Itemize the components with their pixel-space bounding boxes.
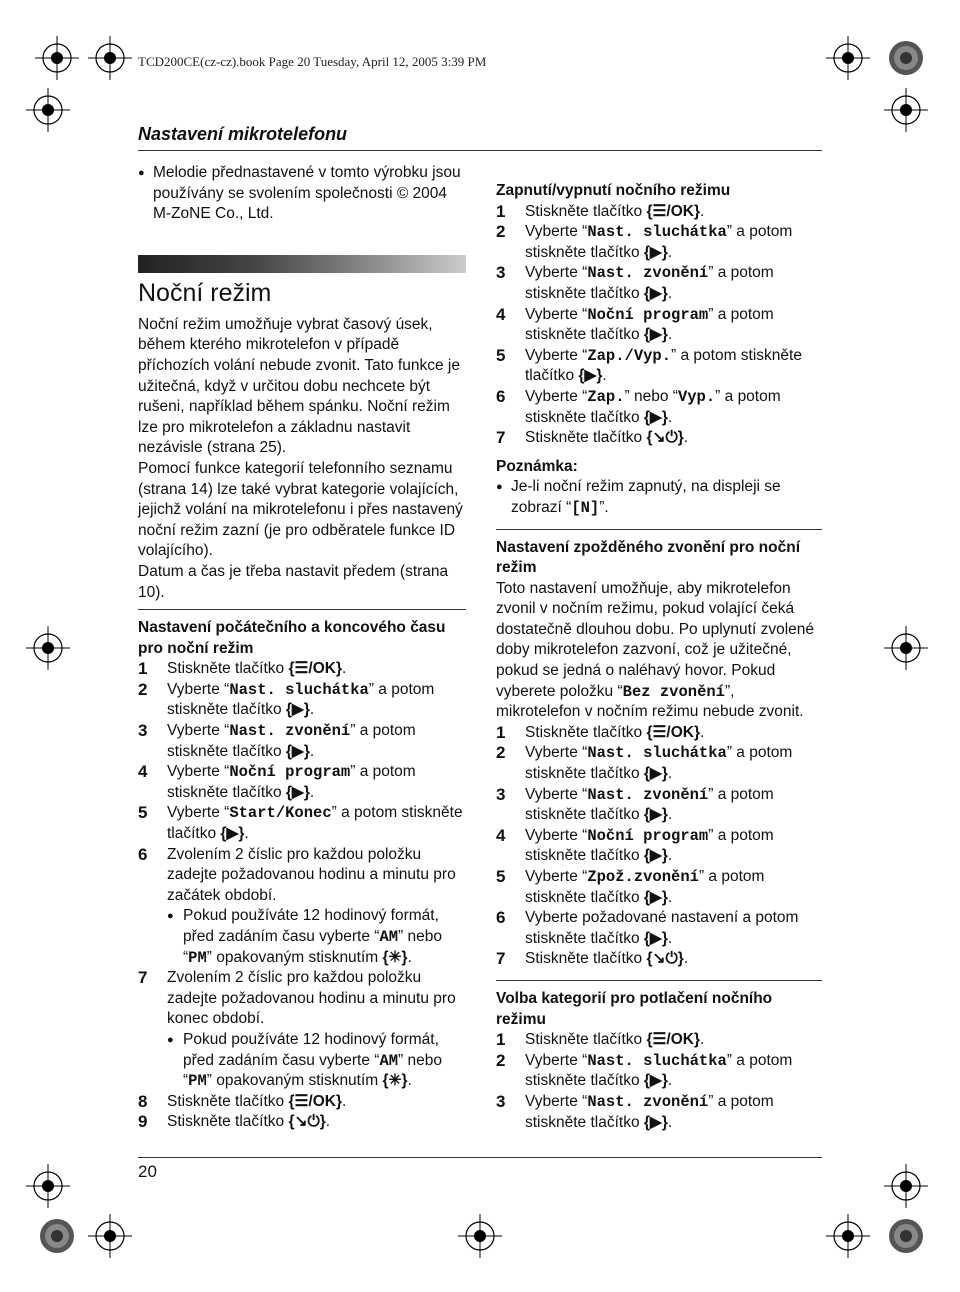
print-header: TCD200CE(cz-cz).book Page 20 Tuesday, April 12, 2005 3:39 PM [138,54,487,69]
step: 8 Stiskněte tlačítko {☰/OK}. [138,1091,347,1111]
right-key: {▶} [643,243,668,261]
step: 7 Stiskněte tlačítko {↘⏻}. [496,428,689,448]
step: 4 Vyberte “Noční program” a potom stiskněte tlačítko {▶}. [496,825,774,865]
chapter-title: Noční režim [138,278,272,307]
registration-mark-icon [88,36,132,80]
step: 3 Vyberte “Nast. zvonění” a potom stiskněte tlačítko {▶}. [496,263,774,302]
right-key: {▶} [285,701,310,719]
right-key: {▶} [578,367,603,385]
step: 4 Vyberte “Noční program” a potom stiskněte tlačítko {▶}. [138,762,416,801]
note-label: Poznámka: [496,457,578,475]
registration-mark-icon [826,36,870,80]
divider [496,529,822,530]
paragraph: Noční režim umožňuje vybrat časový úsek, během kterého mikrotelefon v případě příchozích volání nebude zvonit. Tato funkce je užitečná, když v určitou dobu nechcete být rušeni, například během spánku. Noční režim lze pro mikrotelefon a základnu nastavit nezávisle (strana 25). [138,315,460,457]
step: 1 Stiskněte tlačítko {☰/OK}. [496,1030,705,1050]
note-bullet: ● Je-li noční režim zapnutý, na displeji se zobrazí “[N]”. [496,477,822,518]
right-key: {▶} [643,326,668,344]
paragraph: Toto nastavení umožňuje, aby mikrotelefon zvonil v nočním režimu, pokud volající čeká dostatečně dlouhou dobu. Po uplynutí zvolené doby mikrotelefon zazvoní, což je užitečné, pokud se jedná o naléhavý hovor. Pokud vyberete položku “Bez zvonění”, mikrotelefon v nočním režimu nebude zvonit. [496,579,814,721]
step: 4 Vyberte “Noční program” a potom stiskněte tlačítko {▶}. [496,304,774,344]
step-bullet: ● Pokud používáte 12 hodinový formát, před zadáním času vyberte “AM” nebo “PM” opakovaným stisknutím {✳}. [138,1030,466,1092]
star-key: {✳} [382,948,408,966]
right-key: {▶} [643,929,668,947]
star-key: {✳} [382,1072,408,1090]
ok-key: {☰/OK} [288,1092,343,1110]
step: 6 Vyberte požadované nastavení a potom stiskněte tlačítko {▶}. [496,908,799,947]
step: 2 Vyberte “Nast. sluchátka” a potom stiskněte tlačítko {▶}. [496,1050,793,1090]
step: 5 Vyberte “Start/Konec” a potom stiskněte tlačítko {▶}. [138,803,463,843]
step: 2 Vyberte “Nast. sluchátka” a potom stiskněte tlačítko {▶}. [496,743,793,783]
title-bar [138,255,466,273]
step: 1 Stiskněte tlačítko {☰/OK}. [496,722,705,742]
ok-key: {☰/OK} [646,723,701,741]
divider [496,980,822,981]
step: 2 Vyberte “Nast. sluchátka” a potom stiskněte tlačítko {▶}. [138,679,435,719]
step-bullet: ● Pokud používáte 12 hodinový formát, před zadáním času vyberte “AM” nebo “PM” opakovaným stisknutím {✳}. [138,906,466,968]
right-key: {▶} [643,284,668,302]
step: 7 Stiskněte tlačítko {↘⏻}. [496,949,689,969]
step: 1 Stiskněte tlačítko {☰/OK}. [138,659,347,679]
registration-mark-icon [458,1214,502,1258]
left-column [138,163,466,1133]
color-target-icon [35,1214,79,1258]
title-rule [138,150,822,151]
right-key: {▶} [643,806,668,824]
registration-mark-icon [88,1214,132,1258]
right-column [496,173,822,1133]
color-target-icon [884,36,928,80]
right-key: {▶} [643,408,668,426]
registration-mark-icon [35,36,79,80]
off-key: {↘⏻} [646,950,684,968]
off-key: {↘⏻} [646,429,684,447]
intro-bullet: ● Melodie přednastavené v tomto výrobku jsou používány se svolením společnosti © 2004 M-ZoNE Co., Ltd. [138,163,466,225]
subheading: Zapnutí/vypnutí nočního režimu [496,182,731,199]
right-key: {▶} [643,1072,668,1090]
right-key: {▶} [220,825,245,843]
step: 3 Vyberte “Nast. zvonění” a potom stiskněte tlačítko {▶}. [496,1091,774,1131]
right-key: {▶} [643,888,668,906]
registration-mark-icon [26,1164,70,1208]
right-key: {▶} [643,765,668,783]
registration-mark-icon [884,88,928,132]
off-key: {↘⏻} [288,1113,326,1131]
registration-mark-icon [884,1164,928,1208]
step: 6 Zvolením 2 číslic pro každou položku zadejte požadovanou hodinu a minutu pro začátek období. [138,844,456,904]
step: 9 Stiskněte tlačítko {↘⏻}. [138,1112,331,1132]
step: 5 Vyberte “Zap./Vyp.” a potom stiskněte tlačítko {▶}. [496,345,802,385]
right-key: {▶} [285,783,310,801]
step: 6 Vyberte “Zap.” nebo “Vyp.” a potom stiskněte tlačítko {▶}. [496,386,781,426]
paragraph: Datum a čas je třeba nastavit předem (strana 10). [138,562,449,601]
ok-key: {☰/OK} [646,202,701,220]
registration-mark-icon [26,88,70,132]
step: 3 Vyberte “Nast. zvonění” a potom stiskněte tlačítko {▶}. [496,784,774,824]
right-key: {▶} [285,742,310,760]
ok-key: {☰/OK} [288,660,343,678]
registration-mark-icon [884,626,928,670]
subheading: Nastavení zpožděného zvonění pro noční režim [496,538,801,577]
color-target-icon [884,1214,928,1258]
page-number: 20 [138,1162,157,1181]
registration-mark-icon [26,626,70,670]
subheading: Nastavení počátečního a koncového času pro noční režim [138,619,446,657]
paragraph: Pomocí funkce kategorií telefonního seznamu (strana 14) lze také vybrat kategorie volajících, jejichž volání na mikrotelefonu i přes nastavený noční režim zazní (je pro odběratele funkce ID volajícího). [138,459,463,560]
right-key: {▶} [643,847,668,865]
step: 5 Vyberte “Zpož.zvonění” a potom stiskněte tlačítko {▶}. [496,867,765,906]
subheading: Volba kategorií pro potlačení nočního režimu [496,989,773,1028]
footer-rule [138,1157,822,1158]
registration-mark-icon [826,1214,870,1258]
step: 7 Zvolením 2 číslic pro každou položku zadejte požadovanou hodinu a minutu pro konec období. [138,968,456,1028]
ok-key: {☰/OK} [646,1031,701,1049]
step: 2 Vyberte “Nast. sluchátka” a potom stiskněte tlačítko {▶}. [496,222,793,261]
step: 3 Vyberte “Nast. zvonění” a potom stiskněte tlačítko {▶}. [138,721,416,760]
right-key: {▶} [643,1113,668,1131]
step: 1 Stiskněte tlačítko {☰/OK}. [496,201,705,221]
page-title: Nastavení mikrotelefonu [138,124,348,144]
divider [138,609,466,610]
